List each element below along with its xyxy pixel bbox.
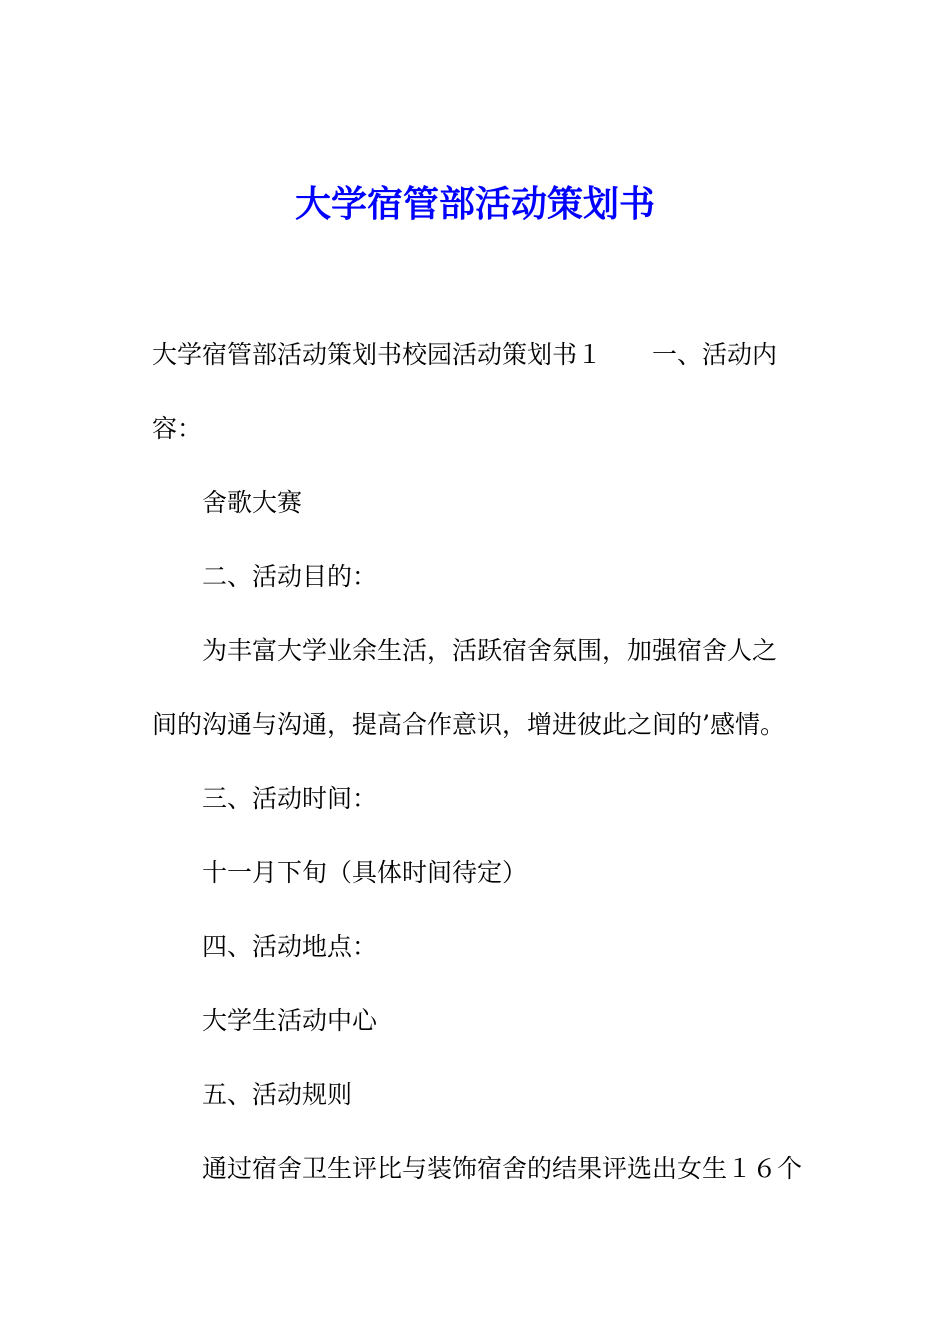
section-heading-location: 四、活动地点： bbox=[202, 932, 378, 961]
section-heading-time: 三、活动时间： bbox=[202, 784, 378, 813]
intro-text: 大学宿管部活动策划书校园活动策划书１ bbox=[152, 340, 603, 369]
document-title: 大学宿管部活动策划书 bbox=[294, 183, 655, 225]
section-heading-purpose: 二、活动目的： bbox=[202, 562, 378, 591]
rules-paragraph-line-1: 通过宿舍卫生评比与装饰宿舍的结果评选出女生１６个 bbox=[202, 1154, 803, 1183]
activity-content-paragraph: 舍歌大赛 bbox=[202, 488, 303, 517]
section-heading-rules: 五、活动规则 bbox=[202, 1080, 353, 1109]
time-paragraph: 十一月下旬（具体时间待定） bbox=[202, 858, 528, 887]
location-paragraph: 大学生活动中心 bbox=[202, 1006, 378, 1035]
intro-paragraph-line-2: 容： bbox=[152, 414, 203, 443]
purpose-paragraph-line-1: 为丰富大学业余生活，活跃宿舍氛围，加强宿舍人之 bbox=[202, 636, 778, 665]
document-body bbox=[152, 336, 812, 1224]
intro-paragraph-line-1 bbox=[152, 336, 812, 373]
section-heading-content: 一、活动内 bbox=[652, 340, 778, 369]
purpose-paragraph-line-2: 间的沟通与沟通，提高合作意识，增进彼此之间的’感情。 bbox=[152, 710, 785, 739]
